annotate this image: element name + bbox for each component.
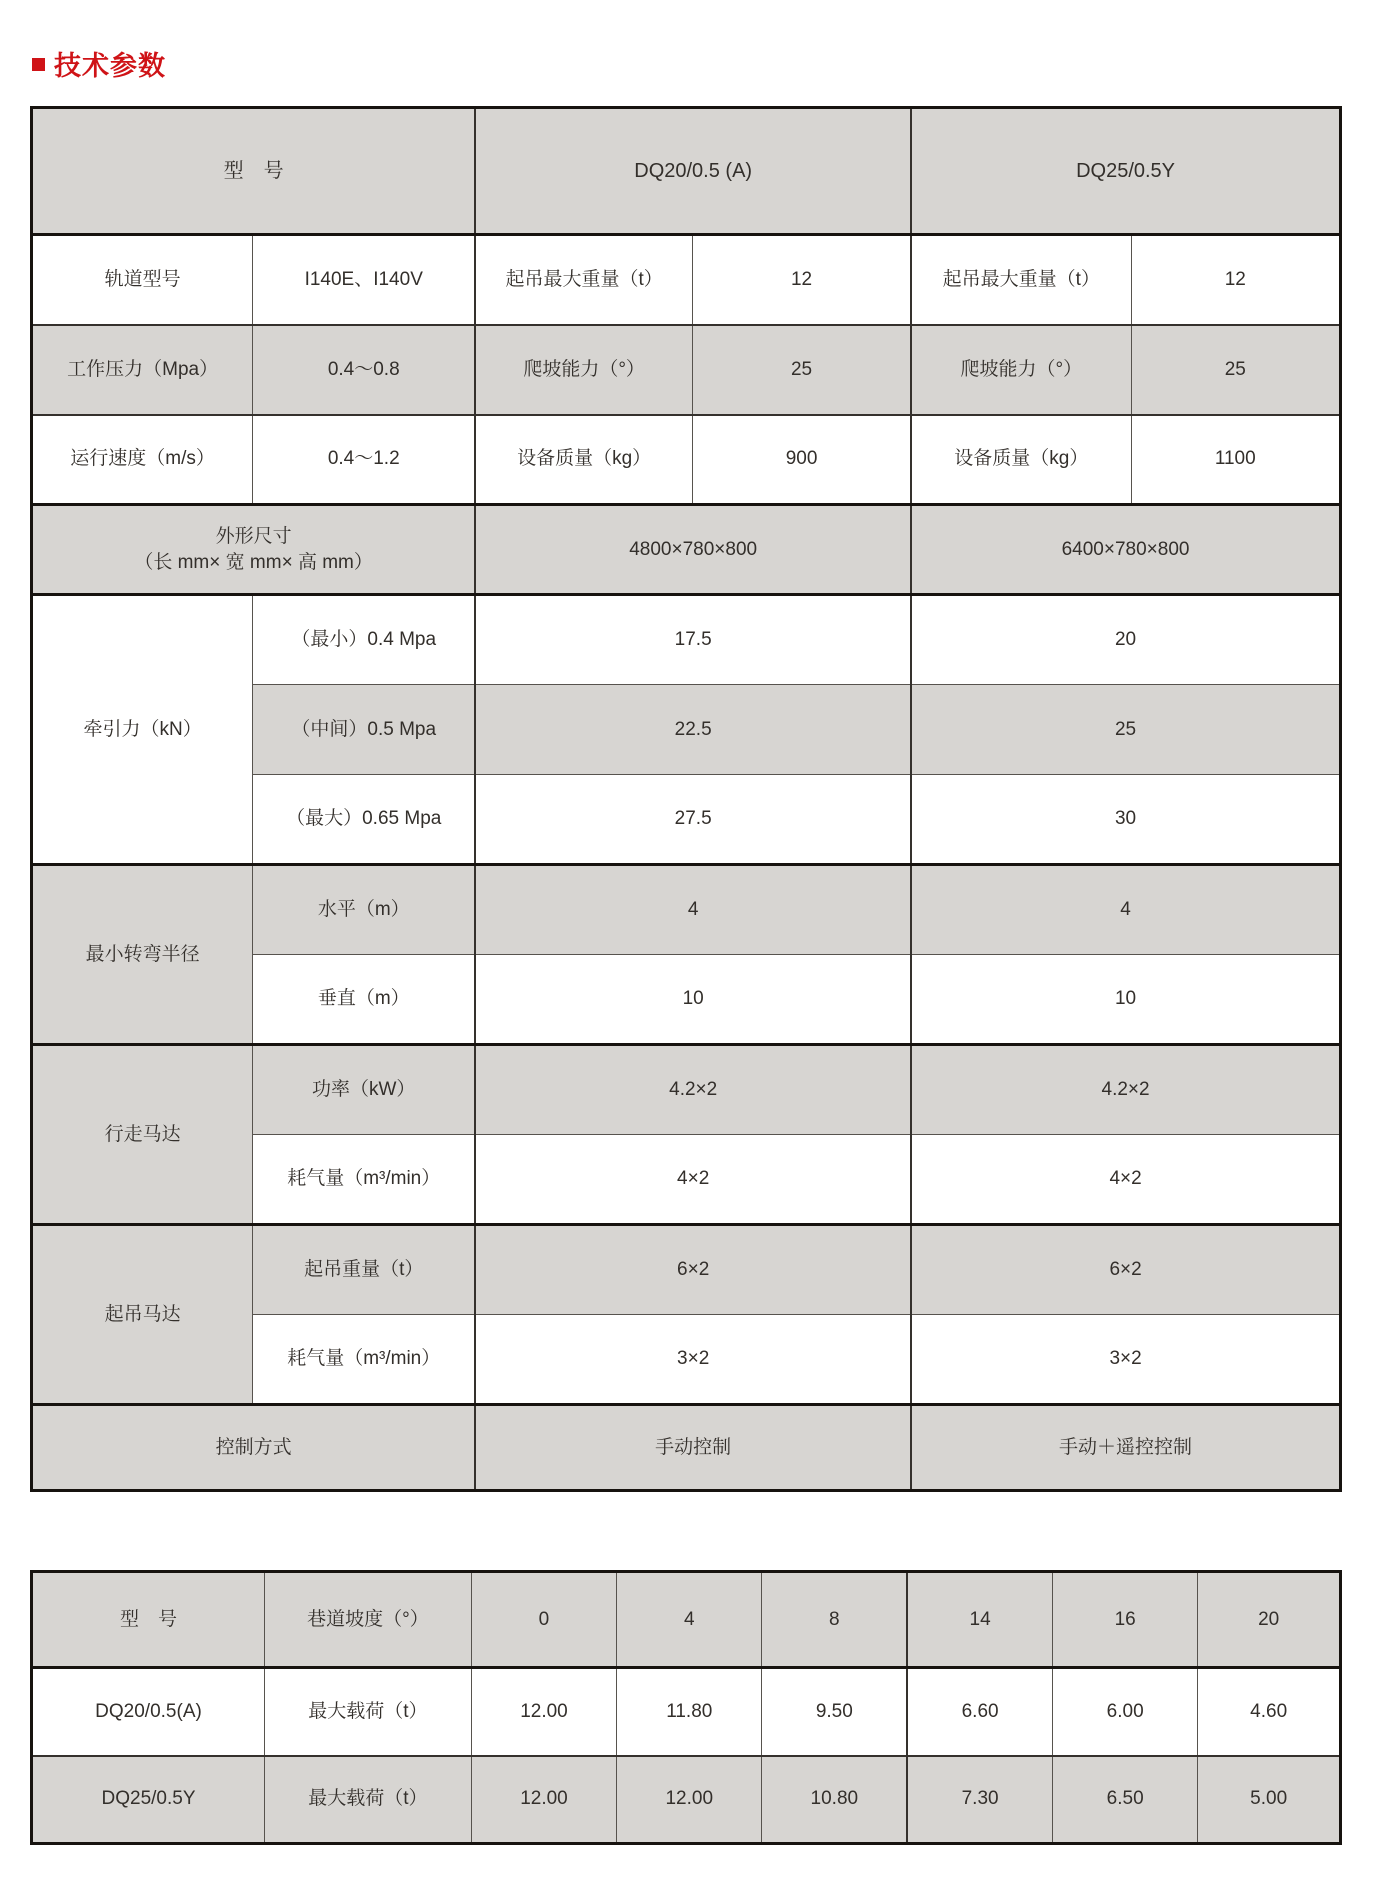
page-title: 技术参数 bbox=[54, 50, 166, 81]
traction-min-value-a: 17.5 bbox=[475, 595, 911, 685]
dimensions-label-line1: 外形尺寸 bbox=[215, 525, 292, 547]
dimensions-label-line2: （长 mm× 宽 mm× 高 mm） bbox=[134, 551, 373, 573]
load-row-dq25 bbox=[32, 1756, 1341, 1844]
load-header-angle-4: 4 bbox=[617, 1572, 762, 1668]
load-dq25-value-2: 10.80 bbox=[762, 1756, 907, 1844]
traction-mid-value-a: 22.5 bbox=[475, 685, 911, 775]
load-dq25-value-0: 12.00 bbox=[471, 1756, 616, 1844]
running-speed-value: 0.4～1.2 bbox=[253, 415, 476, 505]
control-mode-label: 控制方式 bbox=[32, 1405, 476, 1491]
rail-type-value: I140E、I140V bbox=[253, 235, 476, 325]
row-working-pressure bbox=[32, 325, 1341, 415]
load-table bbox=[30, 1570, 1342, 1845]
working-pressure-label: 工作压力（Mpa） bbox=[32, 325, 253, 415]
row-traction-min bbox=[32, 595, 1341, 685]
hoist-motor-air-value-a: 3×2 bbox=[475, 1315, 911, 1405]
working-pressure-value: 0.4～0.8 bbox=[253, 325, 476, 415]
row-dimensions bbox=[32, 505, 1341, 595]
load-dq25-value-4: 6.50 bbox=[1053, 1756, 1198, 1844]
equipment-mass-value-b: 1100 bbox=[1131, 415, 1340, 505]
traction-max-value-a: 27.5 bbox=[475, 775, 911, 865]
travel-motor-air-value-b: 4×2 bbox=[911, 1135, 1340, 1225]
load-dq25-value-1: 12.00 bbox=[617, 1756, 762, 1844]
load-dq20-value-0: 12.00 bbox=[471, 1668, 616, 1756]
equipment-mass-label-a: 设备质量（kg） bbox=[475, 415, 692, 505]
section-title-row bbox=[32, 47, 1345, 79]
load-dq20-value-2: 9.50 bbox=[762, 1668, 907, 1756]
load-dq20-value-1: 11.80 bbox=[617, 1668, 762, 1756]
row-travel-motor-power bbox=[32, 1045, 1341, 1135]
traction-min-value-b: 20 bbox=[911, 595, 1340, 685]
load-header-slope-label: 巷道坡度（°） bbox=[265, 1572, 472, 1668]
equipment-mass-value-a: 900 bbox=[693, 415, 912, 505]
load-dq20-label: 最大载荷（t） bbox=[265, 1668, 472, 1756]
row-turning-horizontal bbox=[32, 865, 1341, 955]
load-header-angle-14: 14 bbox=[907, 1572, 1052, 1668]
travel-motor-power-value-a: 4.2×2 bbox=[475, 1045, 911, 1135]
header-model-b: DQ25/0.5Y bbox=[911, 108, 1340, 235]
control-mode-value-a: 手动控制 bbox=[475, 1405, 911, 1491]
control-mode-value-b: 手动＋遥控控制 bbox=[911, 1405, 1340, 1491]
max-lift-weight-value-a: 12 bbox=[693, 235, 912, 325]
row-rail-type bbox=[32, 235, 1341, 325]
load-dq25-value-5: 5.00 bbox=[1198, 1756, 1341, 1844]
traction-mid-label: （中间）0.5 Mpa bbox=[253, 685, 476, 775]
header-model-label: 型 号 bbox=[32, 108, 476, 235]
load-dq25-model: DQ25/0.5Y bbox=[32, 1756, 265, 1844]
load-header-row bbox=[32, 1572, 1341, 1668]
load-dq25-value-3: 7.30 bbox=[907, 1756, 1052, 1844]
hoist-motor-air-label: 耗气量（m³/min） bbox=[253, 1315, 476, 1405]
travel-motor-power-label: 功率（kW） bbox=[253, 1045, 476, 1135]
equipment-mass-label-b: 设备质量（kg） bbox=[911, 415, 1131, 505]
travel-motor-power-value-b: 4.2×2 bbox=[911, 1045, 1340, 1135]
traction-group-label: 牵引力（kN） bbox=[32, 595, 253, 865]
row-running-speed bbox=[32, 415, 1341, 505]
rail-type-label: 轨道型号 bbox=[32, 235, 253, 325]
load-header-angle-16: 16 bbox=[1053, 1572, 1198, 1668]
dimensions-value-a: 4800×780×800 bbox=[475, 505, 911, 595]
travel-motor-air-label: 耗气量（m³/min） bbox=[253, 1135, 476, 1225]
traction-max-label: （最大）0.65 Mpa bbox=[253, 775, 476, 865]
spec-table bbox=[30, 106, 1342, 1492]
max-lift-weight-value-b: 12 bbox=[1131, 235, 1340, 325]
climb-ability-label-b: 爬坡能力（°） bbox=[911, 325, 1131, 415]
hoist-motor-weight-value-b: 6×2 bbox=[911, 1225, 1340, 1315]
load-header-model-label: 型 号 bbox=[32, 1572, 265, 1668]
climb-ability-value-a: 25 bbox=[693, 325, 912, 415]
load-dq20-value-5: 4.60 bbox=[1198, 1668, 1341, 1756]
header-model-a: DQ20/0.5 (A) bbox=[475, 108, 911, 235]
turning-vertical-label: 垂直（m） bbox=[253, 955, 476, 1045]
travel-motor-air-value-a: 4×2 bbox=[475, 1135, 911, 1225]
dimensions-label bbox=[32, 505, 476, 595]
load-dq25-label: 最大载荷（t） bbox=[265, 1756, 472, 1844]
traction-max-value-b: 30 bbox=[911, 775, 1340, 865]
turning-vertical-value-a: 10 bbox=[475, 955, 911, 1045]
hoist-motor-group-label: 起吊马达 bbox=[32, 1225, 253, 1405]
turning-horizontal-value-a: 4 bbox=[475, 865, 911, 955]
red-square-bullet-icon bbox=[32, 58, 45, 71]
traction-min-label: （最小）0.4 Mpa bbox=[253, 595, 476, 685]
hoist-motor-weight-value-a: 6×2 bbox=[475, 1225, 911, 1315]
turning-horizontal-label: 水平（m） bbox=[253, 865, 476, 955]
max-lift-weight-label-b: 起吊最大重量（t） bbox=[911, 235, 1131, 325]
load-dq20-value-3: 6.60 bbox=[907, 1668, 1052, 1756]
turning-radius-group-label: 最小转弯半径 bbox=[32, 865, 253, 1045]
row-control-mode bbox=[32, 1405, 1341, 1491]
row-hoist-motor-weight bbox=[32, 1225, 1341, 1315]
load-header-angle-8: 8 bbox=[762, 1572, 907, 1668]
load-dq20-value-4: 6.00 bbox=[1053, 1668, 1198, 1756]
load-header-angle-0: 0 bbox=[471, 1572, 616, 1668]
load-row-dq20 bbox=[32, 1668, 1341, 1756]
travel-motor-group-label: 行走马达 bbox=[32, 1045, 253, 1225]
dimensions-value-b: 6400×780×800 bbox=[911, 505, 1340, 595]
turning-horizontal-value-b: 4 bbox=[911, 865, 1340, 955]
traction-mid-value-b: 25 bbox=[911, 685, 1340, 775]
load-header-angle-20: 20 bbox=[1198, 1572, 1341, 1668]
max-lift-weight-label-a: 起吊最大重量（t） bbox=[475, 235, 692, 325]
spec-header-row bbox=[32, 108, 1341, 235]
climb-ability-value-b: 25 bbox=[1131, 325, 1340, 415]
hoist-motor-air-value-b: 3×2 bbox=[911, 1315, 1340, 1405]
climb-ability-label-a: 爬坡能力（°） bbox=[475, 325, 692, 415]
turning-vertical-value-b: 10 bbox=[911, 955, 1340, 1045]
running-speed-label: 运行速度（m/s） bbox=[32, 415, 253, 505]
load-dq20-model: DQ20/0.5(A) bbox=[32, 1668, 265, 1756]
hoist-motor-weight-label: 起吊重量（t） bbox=[253, 1225, 476, 1315]
